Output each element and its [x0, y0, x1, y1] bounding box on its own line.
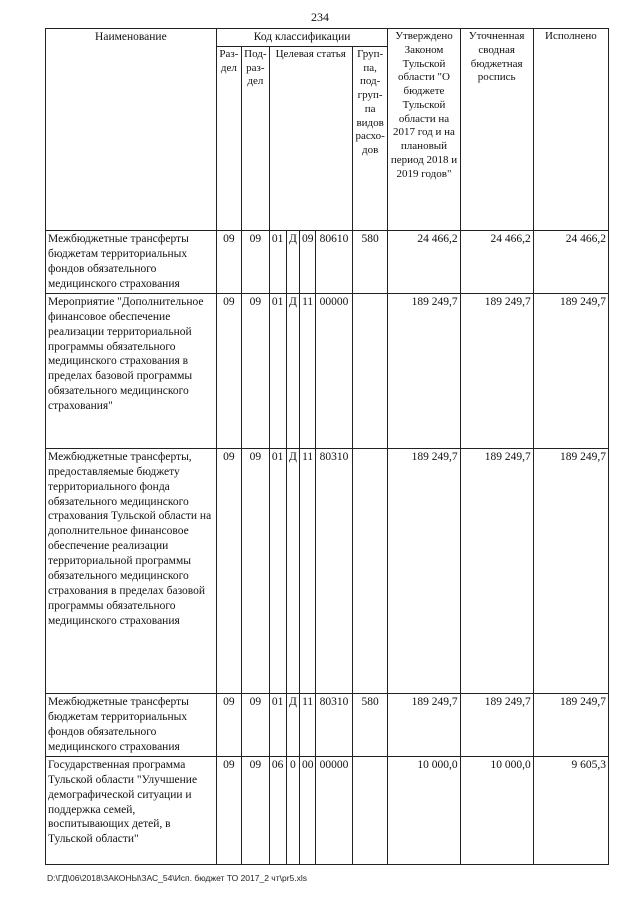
page-number: 234 [311, 10, 329, 24]
row-target-1: 01 [269, 230, 286, 293]
row-target-4: 80310 [316, 693, 353, 756]
col-header-razdel: Раз-дел [216, 46, 241, 230]
col-header-approved: Утверждено Законом Тульской области "О бюджете Тульской области на 2017 год и на плановый период 2018 и 2019 годов" [388, 29, 460, 231]
row-target-4: 00000 [316, 293, 353, 448]
row-refined: 189 249,7 [460, 293, 533, 448]
row-vid: 580 [352, 230, 388, 293]
row-refined: 189 249,7 [460, 448, 533, 693]
row-approved: 189 249,7 [388, 693, 460, 756]
row-razdel: 09 [216, 693, 241, 756]
col-header-refined: Уточненная сводная бюджетная роспись [460, 29, 533, 231]
row-executed: 189 249,7 [533, 293, 608, 448]
row-executed: 9 605,3 [533, 756, 608, 864]
col-header-executed: Исполнено [533, 29, 608, 231]
row-target-1: 01 [269, 293, 286, 448]
row-executed: 24 466,2 [533, 230, 608, 293]
row-name: Мероприятие "Дополнительное финансовое обеспечение реализации территориальной программы обязательного медицинского страхования в пределах базовой программы обязательного медицинского страхования" [46, 293, 217, 448]
col-header-target: Целевая статья [269, 46, 352, 230]
row-podrazdel: 09 [242, 448, 269, 693]
table-row [46, 448, 609, 693]
row-target-4: 00000 [316, 756, 353, 864]
row-razdel: 09 [216, 230, 241, 293]
row-podrazdel: 09 [242, 230, 269, 293]
file-path-footer: D:\ГД\06\2018\ЗАКОНЫ\ЗАС_54\Исп. бюджет ТО 2017_2 чт\pr5.xls [47, 873, 308, 883]
row-razdel: 09 [216, 756, 241, 864]
row-target-2: 0 [286, 756, 299, 864]
row-target-1: 06 [269, 756, 286, 864]
row-target-1: 01 [269, 693, 286, 756]
row-target-4: 80610 [316, 230, 353, 293]
row-target-4: 80310 [316, 448, 353, 693]
row-executed: 189 249,7 [533, 448, 608, 693]
row-name: Межбюджетные трансферты, предоставляемые бюджету территориального фонда обязательного медицинского страхования Тульской области на дополнительное финансовое обеспечение реализации территориальной программы обязательного медицинского страхования в пределах базовой программы обязательного медицинского страхования [46, 448, 217, 693]
row-target-2: Д [286, 693, 299, 756]
row-razdel: 09 [216, 448, 241, 693]
col-header-code-group: Код классификации [216, 29, 388, 47]
table-row [46, 230, 609, 293]
row-vid [352, 448, 388, 693]
row-approved: 24 466,2 [388, 230, 460, 293]
row-target-2: Д [286, 293, 299, 448]
row-executed: 189 249,7 [533, 693, 608, 756]
row-approved: 189 249,7 [388, 448, 460, 693]
col-header-name: Наименование [46, 29, 217, 231]
budget-table [45, 28, 609, 865]
row-vid [352, 756, 388, 864]
row-podrazdel: 09 [242, 693, 269, 756]
row-approved: 10 000,0 [388, 756, 460, 864]
table-row [46, 756, 609, 864]
row-target-2: Д [286, 230, 299, 293]
row-vid: 580 [352, 693, 388, 756]
row-vid [352, 293, 388, 448]
row-podrazdel: 09 [242, 293, 269, 448]
row-target-3: 11 [300, 448, 316, 693]
table-row [46, 293, 609, 448]
row-refined: 10 000,0 [460, 756, 533, 864]
row-refined: 189 249,7 [460, 693, 533, 756]
table-row [46, 693, 609, 756]
row-target-3: 00 [300, 756, 316, 864]
col-header-podrazdel: Под-раз-дел [242, 46, 269, 230]
row-name: Межбюджетные трансферты бюджетам территориальных фондов обязательного медицинского страхования [46, 693, 217, 756]
row-name: Межбюджетные трансферты бюджетам территориальных фондов обязательного медицинского страхования [46, 230, 217, 293]
row-name: Государственная программа Тульской области "Улучшение демографической ситуации и поддержка семей, воспитывающих детей, в Тульской области" [46, 756, 217, 864]
col-header-vid: Груп-па, под-груп-па видов расхо-дов [352, 46, 388, 230]
row-approved: 189 249,7 [388, 293, 460, 448]
row-razdel: 09 [216, 293, 241, 448]
row-target-3: 11 [300, 293, 316, 448]
row-target-3: 11 [300, 693, 316, 756]
row-target-3: 09 [300, 230, 316, 293]
header-row-top [46, 29, 609, 47]
row-podrazdel: 09 [242, 756, 269, 864]
row-target-1: 01 [269, 448, 286, 693]
row-refined: 24 466,2 [460, 230, 533, 293]
row-target-2: Д [286, 448, 299, 693]
